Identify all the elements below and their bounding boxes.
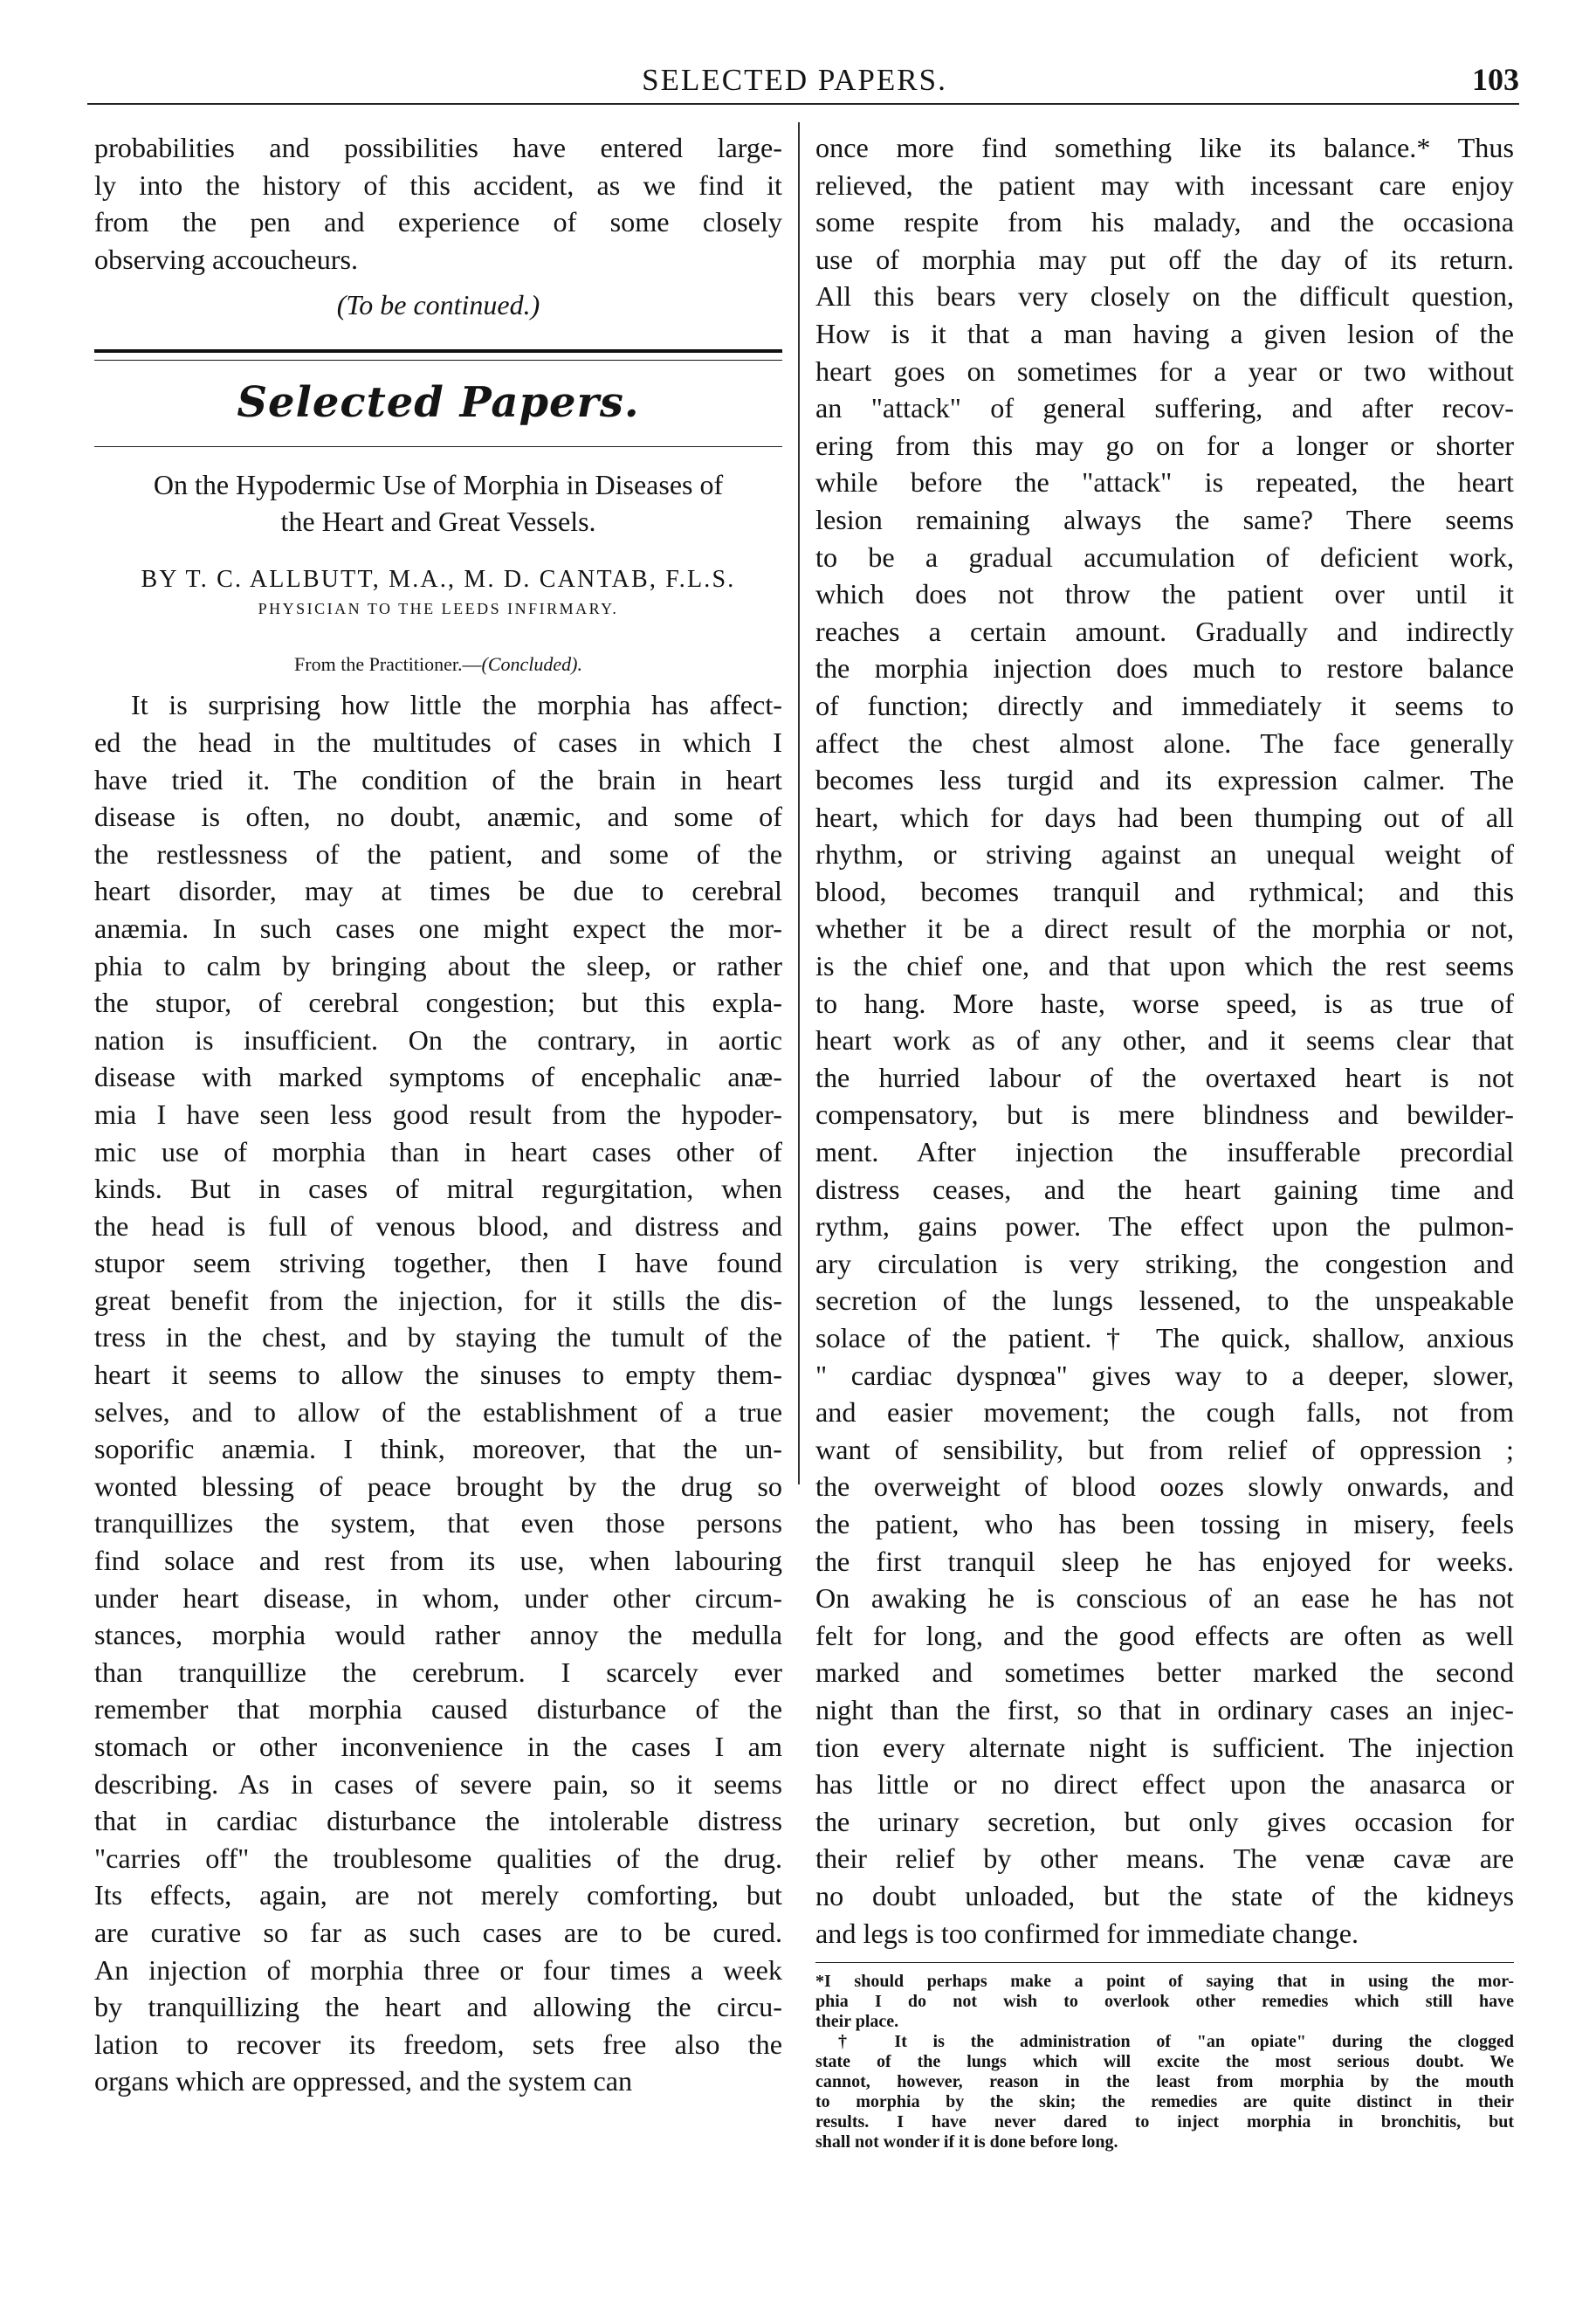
text-line: no doubt unloaded, but the state of the kidneys [815, 1879, 1514, 1911]
text-line: Its effects, again, are not merely comforting, but [94, 1879, 782, 1911]
text-line: stupor seem striving together, then I have found [94, 1247, 782, 1279]
byline: BY T. C. ALLBUTT, M.A., M. D. CANTAB, F.L.S. [141, 566, 736, 594]
text-line: while before the "attack" is repeated, the heart [815, 466, 1514, 499]
text-line: It is surprising how little the morphia has affect- [131, 689, 782, 721]
text-line: of function; directly and immediately it seems to [815, 689, 1514, 721]
text-line: compensatory, but is mere blindness and bewilder- [815, 1098, 1514, 1131]
title-rule [94, 446, 782, 447]
text-line: some respite from his malady, and the occasiona [815, 206, 1514, 238]
text-line: heart it seems to allow the sinuses to empty them- [94, 1359, 782, 1391]
text-line: reaches a certain amount. Gradually and indirectly [815, 615, 1514, 647]
text-line: ment. After injection the insufferable precordial [815, 1136, 1514, 1168]
text-line: probabilities and possibilities have entered large- [94, 132, 782, 163]
text-line: once more find something like its balance.* Thus [815, 132, 1514, 163]
footnote-line: † It is the administration of "an opiate" during the clogged [838, 2032, 1514, 2052]
text-line: describing. As in cases of severe pain, so it seems [94, 1767, 782, 1800]
text-line: lesion remaining always the same? There seems [815, 503, 1514, 535]
text-line: heart disorder, may at times be due to cerebral [94, 875, 782, 907]
source-italic: (Concluded). [481, 653, 582, 676]
text-line: their relief by other means. The venæ cavæ are [815, 1842, 1514, 1875]
article-title-line: On the Hypodermic Use of Morphia in Diseases of [153, 469, 724, 501]
text-line: want of sensibility, but from relief of oppression ; [815, 1433, 1514, 1465]
text-line: to be a gradual accumulation of deficient work, [815, 541, 1514, 573]
text-line: under heart disease, in whom, under other circum- [94, 1581, 782, 1614]
text-line: felt for long, and the good effects are often as well [815, 1619, 1514, 1651]
text-line: an "attack" of general suffering, and after recov- [815, 392, 1514, 424]
source-prefix: From the Practitioner.— [294, 653, 482, 676]
page-number: 103 [1472, 62, 1519, 97]
text-line: the patient, who has been tossing in misery, feels [815, 1507, 1514, 1539]
text-line: remember that morphia caused disturbance of the [94, 1693, 782, 1725]
text-line: are curative so far as such cases are to be cured. [94, 1916, 782, 1948]
text-line: relieved, the patient may with incessant care enjoy [815, 169, 1514, 201]
text-line: heart goes on sometimes for a year or two without [815, 355, 1514, 387]
footnote-line: *I should perhaps make a point of saying that in using the mor- [815, 1972, 1514, 1992]
text-line: ly into the history of this accident, as we find it [94, 169, 782, 201]
text-line: and easier movement; the cough falls, not from [815, 1396, 1514, 1429]
text-line: the first tranquil sleep he has enjoyed for weeks. [815, 1545, 1514, 1577]
footnote-rule [815, 1962, 1514, 1963]
text-line: heart, which for days had been thumping out of all [815, 801, 1514, 833]
text-line: the stupor, of cerebral congestion; but this expla- [94, 987, 782, 1019]
text-line: selves, and to allow of the establishment of a true [94, 1395, 782, 1428]
text-line: How is it that a man having a given lesion of the [815, 317, 1514, 349]
text-line: observing accoucheurs. [94, 243, 359, 275]
text-line: the morphia injection does much to restore balance [815, 652, 1514, 685]
text-line: which does not throw the patient over until it [815, 578, 1514, 610]
footnote-line: phia I do not wish to overlook other remedies which still have [815, 1992, 1514, 2012]
left-column [94, 129, 782, 2100]
text-line: distress ceases, and the heart gaining time and [815, 1173, 1514, 1205]
right-column [815, 129, 1514, 2152]
text-line: heart work as of any other, and it seems clear that [815, 1024, 1514, 1057]
running-head: SELECTED PAPERS. [642, 63, 947, 97]
footnote-line: results. I have never dared to inject morphia in bronchitis, but [815, 2112, 1514, 2132]
text-line: tress in the chest, and by staying the tumult of the [94, 1321, 782, 1353]
text-line: whether it be a direct result of the morphia or not, [815, 913, 1514, 945]
text-line: to hang. More haste, worse speed, is as true of [815, 987, 1514, 1019]
text-line: the head is full of venous blood, and distress and [94, 1209, 782, 1242]
text-line: is the chief one, and that upon which the rest seems [815, 950, 1514, 982]
text-line: mia I have seen less good result from the hypoder- [94, 1098, 782, 1130]
text-line: solace of the patient.† The quick, shallow, anxious [815, 1322, 1514, 1353]
text-line: affect the chest almost alone. The face generally [815, 727, 1514, 759]
text-line: On awaking he is conscious of an ease he has not [815, 1582, 1514, 1615]
text-line: organs which are oppressed, and the system can [94, 2065, 633, 2097]
text-line: mic use of morphia than in heart cases other of [94, 1135, 782, 1167]
text-line: by tranquillizing the heart and allowing the circu- [94, 1991, 782, 2023]
text-line: the overweight of blood oozes slowly onwards, and [815, 1470, 1514, 1503]
footnote-line: state of the lungs which will excite the most serious doubt. We [815, 2052, 1514, 2072]
text-line: the urinary secretion, but only gives occasion for [815, 1805, 1514, 1837]
continued-note: (To be continued.) [336, 289, 540, 321]
text-line: nation is insufficient. On the contrary, in aortic [94, 1023, 782, 1056]
article-body-left [94, 686, 782, 2100]
text-line: than tranquillize the cerebrum. I scarcely ever [94, 1656, 782, 1688]
text-line: night than the first, so that in ordinary cases an injec- [815, 1693, 1514, 1725]
text-line: from the pen and experience of some closely [94, 206, 782, 238]
intro-paragraph [94, 129, 782, 278]
text-line: has little or no direct effect upon the anasarca or [815, 1768, 1514, 1801]
text-line: "carries off" the troublesome qualities of the drug. [94, 1842, 782, 1874]
footnote-line: shall not wonder if it is done before long. [815, 2132, 1118, 2152]
text-line: marked and sometimes better marked the second [815, 1656, 1514, 1689]
byline-affiliation: PHYSICIAN TO THE LEEDS INFIRMARY. [258, 600, 619, 618]
text-line: secretion of the lungs lessened, to the unspeakable [815, 1284, 1514, 1317]
footnote-line: their place. [815, 2012, 899, 2032]
text-line: great benefit from the injection, for it stills the dis- [94, 1284, 782, 1316]
article-title-line: the Heart and Great Vessels. [280, 506, 596, 538]
text-line: rythm, gains power. The effect upon the pulmon- [815, 1210, 1514, 1243]
text-line: the restlessness of the patient, and some of the [94, 837, 782, 870]
article-body-right [815, 129, 1514, 1952]
text-line: find solace and rest from its use, when labouring [94, 1545, 782, 1577]
source-note [94, 651, 782, 678]
text-line: All this bears very closely on the difficult question, [815, 280, 1514, 313]
text-line: rhythm, or striving against an unequal weight of [815, 838, 1514, 871]
text-line: stomach or other inconvenience in the cases I am [94, 1731, 782, 1762]
text-line: phia to calm by bringing about the sleep, or rather [94, 949, 782, 981]
text-line: lation to recover its freedom, sets free also the [94, 2028, 782, 2060]
text-line: anæmia. In such cases one might expect the mor- [94, 912, 782, 944]
text-line: tranquillizes the system, that even those persons [94, 1507, 782, 1539]
column-divider [798, 122, 800, 1484]
text-line: disease with marked symptoms of encephalic anæ- [94, 1061, 782, 1093]
text-line: becomes less turgid and its expression calmer. The [815, 764, 1514, 796]
text-line: stances, morphia would rather annoy the medulla [94, 1619, 782, 1651]
article-title [94, 466, 782, 540]
text-line: ed the head in the multitudes of cases in which I [94, 726, 782, 758]
header-rule [87, 103, 1519, 105]
text-line: that in cardiac disturbance the intolerable distress [94, 1805, 782, 1837]
text-line: kinds. But in cases of mitral regurgitation, when [94, 1173, 782, 1205]
section-title: Selected Papers. [237, 378, 640, 428]
text-line: tion every alternate night is sufficient. The injection [815, 1731, 1514, 1763]
text-line: use of morphia may put off the day of its return. [815, 243, 1514, 275]
footnote-line: cannot, however, reason in the least from morphia by the mouth [815, 2072, 1514, 2092]
text-line: " cardiac dyspnœa" gives way to a deeper, slower, [815, 1359, 1514, 1391]
section-double-rule [94, 349, 782, 361]
text-line: the hurried labour of the overtaxed heart is not [815, 1061, 1514, 1093]
text-line: An injection of morphia three or four times a week [94, 1953, 782, 1986]
text-line: ering from this may go on for a longer or shorter [815, 429, 1514, 461]
text-line: disease is often, no doubt, anæmic, and some of [94, 801, 782, 833]
text-line: soporific anæmia. I think, moreover, that the un- [94, 1433, 782, 1465]
footnote-line: to morphia by the skin; the remedies are quite distinct in their [815, 2092, 1514, 2112]
text-line: blood, becomes tranquil and rythmical; and this [815, 875, 1514, 907]
text-line: wonted blessing of peace brought by the drug so [94, 1470, 782, 1502]
footnotes [815, 1972, 1514, 2152]
text-line: have tried it. The condition of the brain in heart [94, 763, 782, 795]
text-line: and legs is too confirmed for immediate change. [815, 1917, 1359, 1949]
text-line: ary circulation is very striking, the congestion and [815, 1247, 1514, 1279]
